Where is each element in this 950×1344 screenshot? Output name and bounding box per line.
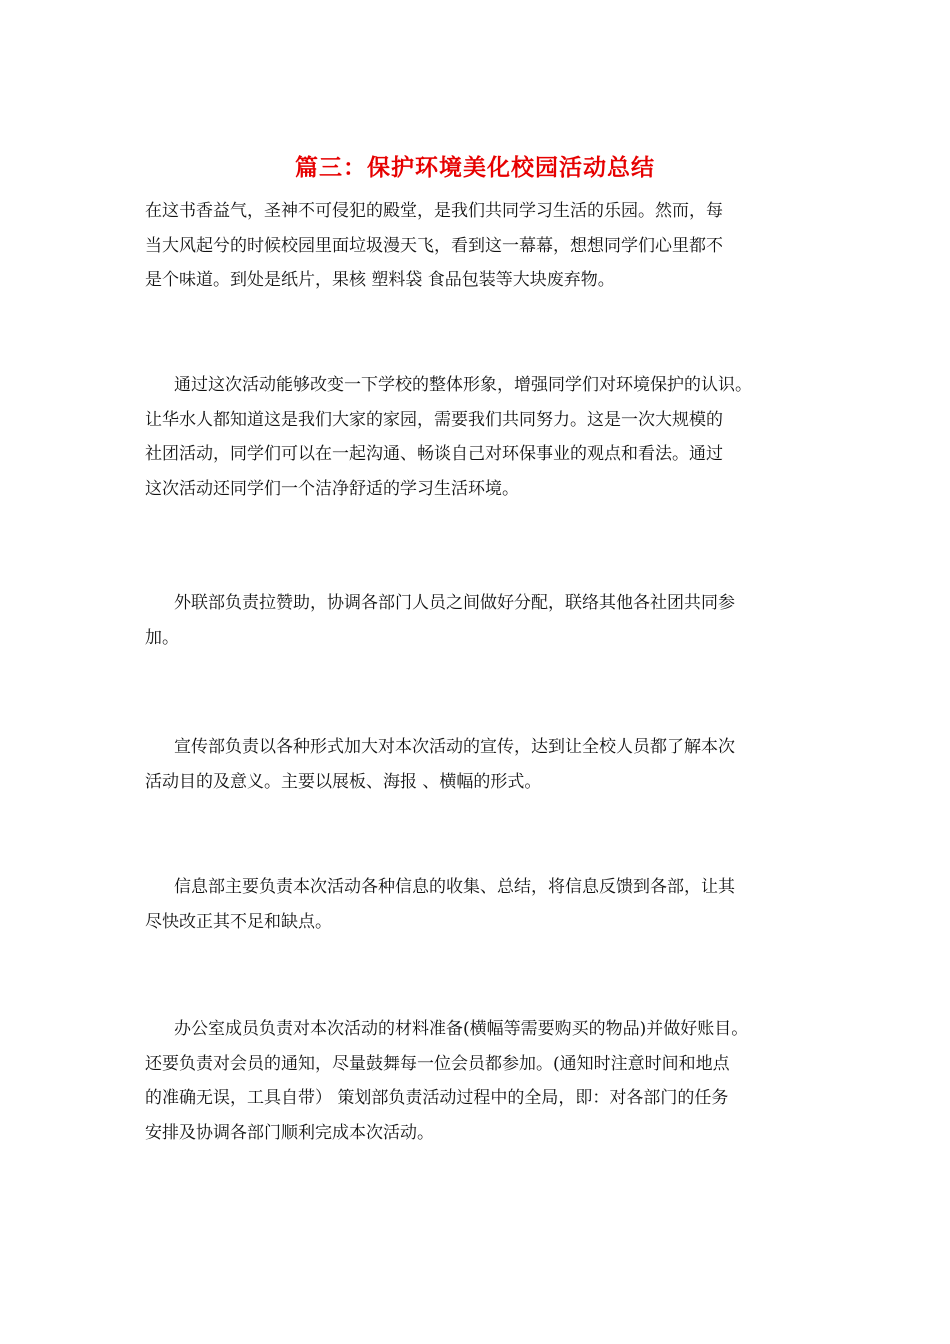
paragraph-line: 信息部主要负责本次活动各种信息的收集、总结，将信息反馈到各部，让其	[174, 877, 735, 897]
paragraph-line: 是个味道。到处是纸片，果核 塑料袋 食品包装等大块废弃物。	[145, 270, 615, 290]
paragraph-line: 让华水人都知道这是我们大家的家园，需要我们共同努力。这是一次大规模的	[145, 409, 723, 430]
paragraph-line: 这次活动还同学们一个洁净舒适的学习生活环境。	[145, 478, 519, 499]
paragraph-4	[145, 730, 825, 799]
paragraph-1	[145, 194, 825, 298]
document-title: 篇三：保护环境美化校园活动总结	[295, 154, 655, 181]
paragraph-line: 活动目的及意义。主要以展板、海报 、横幅的形式。	[145, 771, 542, 792]
paragraph-line: 在这书香益气，圣神不可侵犯的殿堂，是我们共同学习生活的乐园。然而，每	[145, 201, 723, 221]
paragraph-line: 办公室成员负责对本次活动的材料准备(横幅等需要购买的物品)并做好账目。	[174, 1019, 749, 1039]
paragraph-line: 社团活动，同学们可以在一起沟通、畅谈自己对环保事业的观点和看法。通过	[145, 444, 723, 464]
paragraph-line: 通过这次活动能够改变一下学校的整体形象，增强同学们对环境保护的认识。	[174, 375, 752, 395]
paragraph-5	[145, 870, 825, 939]
paragraph-3	[145, 586, 825, 655]
paragraph-line: 安排及协调各部门顺利完成本次活动。	[145, 1122, 434, 1143]
paragraph-line: 当大风起兮的时候校园里面垃圾漫天飞，看到这一幕幕，想想同学们心里都不	[145, 235, 723, 256]
paragraph-line: 还要负责对会员的通知，尽量鼓舞每一位会员都参加。(通知时注意时间和地点	[145, 1053, 730, 1074]
paragraph-6	[145, 1012, 825, 1150]
paragraph-line: 的准确无误，工具自带） 策划部负责活动过程中的全局，即：对各部门的任务	[145, 1088, 729, 1108]
paragraph-line: 尽快改正其不足和缺点。	[145, 911, 332, 932]
paragraph-line: 加。	[145, 627, 179, 648]
paragraph-2	[145, 368, 825, 506]
paragraph-line: 宣传部负责以各种形式加大对本次活动的宣传，达到让全校人员都了解本次	[174, 737, 735, 757]
paragraph-line: 外联部负责拉赞助，协调各部门人员之间做好分配，联络其他各社团共同参	[174, 593, 735, 613]
